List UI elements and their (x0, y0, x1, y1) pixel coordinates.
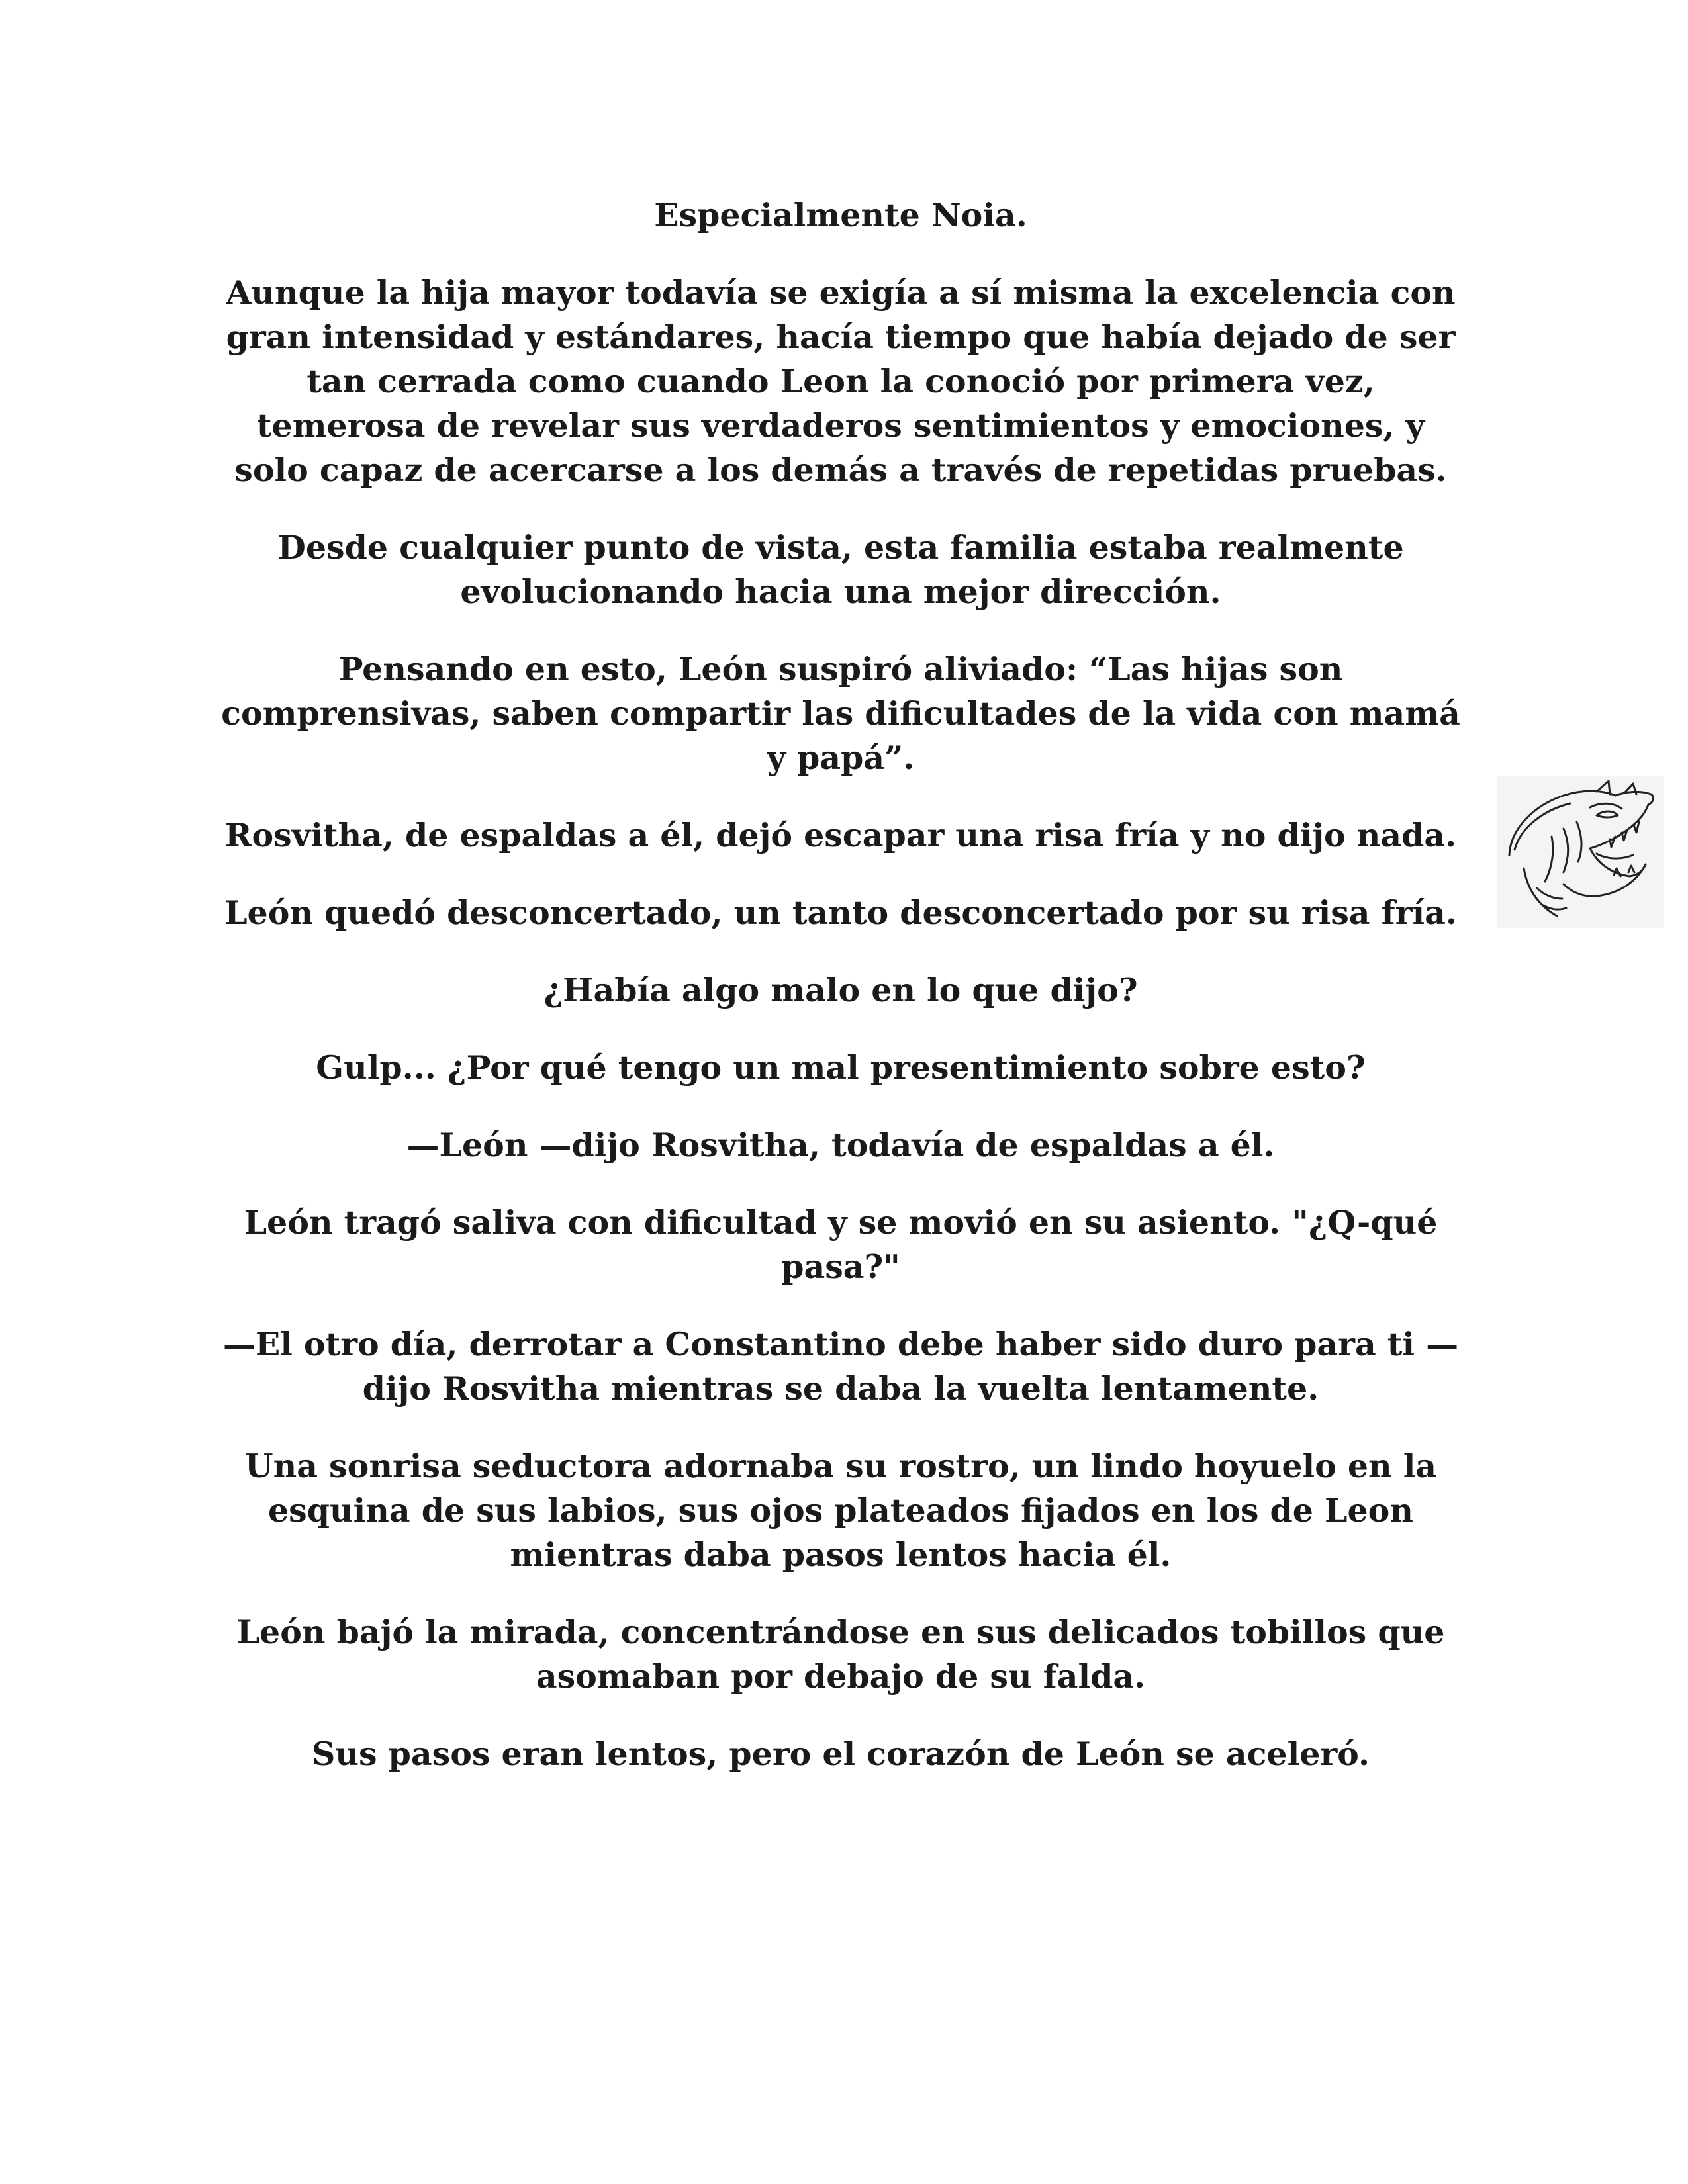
body-text (218, 193, 1463, 1809)
paragraph-7: ¿Había algo malo en lo que dijo? (543, 971, 1138, 1009)
paragraph-9: —León —dijo Rosvitha, todavía de espaldas a él. (406, 1126, 1275, 1164)
paragraph-14: Sus pasos eran lentos, pero el corazón de León se aceleró. (311, 1735, 1370, 1773)
paragraph-8: Gulp... ¿Por qué tengo un mal presentimiento sobre esto? (316, 1048, 1366, 1087)
dragon-head-sketch-icon (1497, 776, 1664, 928)
paragraph-6: León quedó desconcertado, un tanto desconcertado por su risa fría. (224, 893, 1457, 932)
paragraph-13: León bajó la mirada, concentrándose en sus delicados tobillos que asomaban por debajo de su falda. (236, 1613, 1445, 1696)
paragraph-2: Aunque la hija mayor todavía se exigía a sí misma la excelencia con gran intensidad y estándares, hacía tiempo que había dejado de ser tan cerrada como cuando Leon la conoció por primera vez, temerosa de revelar sus verdaderos sentimientos y emociones, y solo capaz de acercarse a los demás a través de repetidas pruebas. (226, 273, 1456, 489)
paragraph-12: Una sonrisa seductora adornaba su rostro, un lindo hoyuelo en la esquina de sus labios, sus ojos plateados fijados en los de Leon mientras daba pasos lentos hacia él. (244, 1447, 1437, 1574)
paragraph-1: Especialmente Noia. (654, 196, 1027, 234)
paragraph-11: —El otro día, derrotar a Constantino debe haber sido duro para ti —dijo Rosvitha mientras se daba la vuelta lentamente. (222, 1325, 1459, 1408)
paragraph-10: León tragó saliva con dificultad y se movió en su asiento. "¿Q-qué pasa?" (244, 1203, 1438, 1286)
paragraph-3: Desde cualquier punto de vista, esta familia estaba realmente evolucionando hacia una mejor dirección. (277, 528, 1404, 611)
paragraph-4: Pensando en esto, León suspiró aliviado: “Las hijas son comprensivas, saben compartir las dificultades de la vida con mamá y papá”. (221, 650, 1460, 777)
paragraph-5: Rosvitha, de espaldas a él, dejó escapar una risa fría y no dijo nada. (224, 816, 1457, 854)
